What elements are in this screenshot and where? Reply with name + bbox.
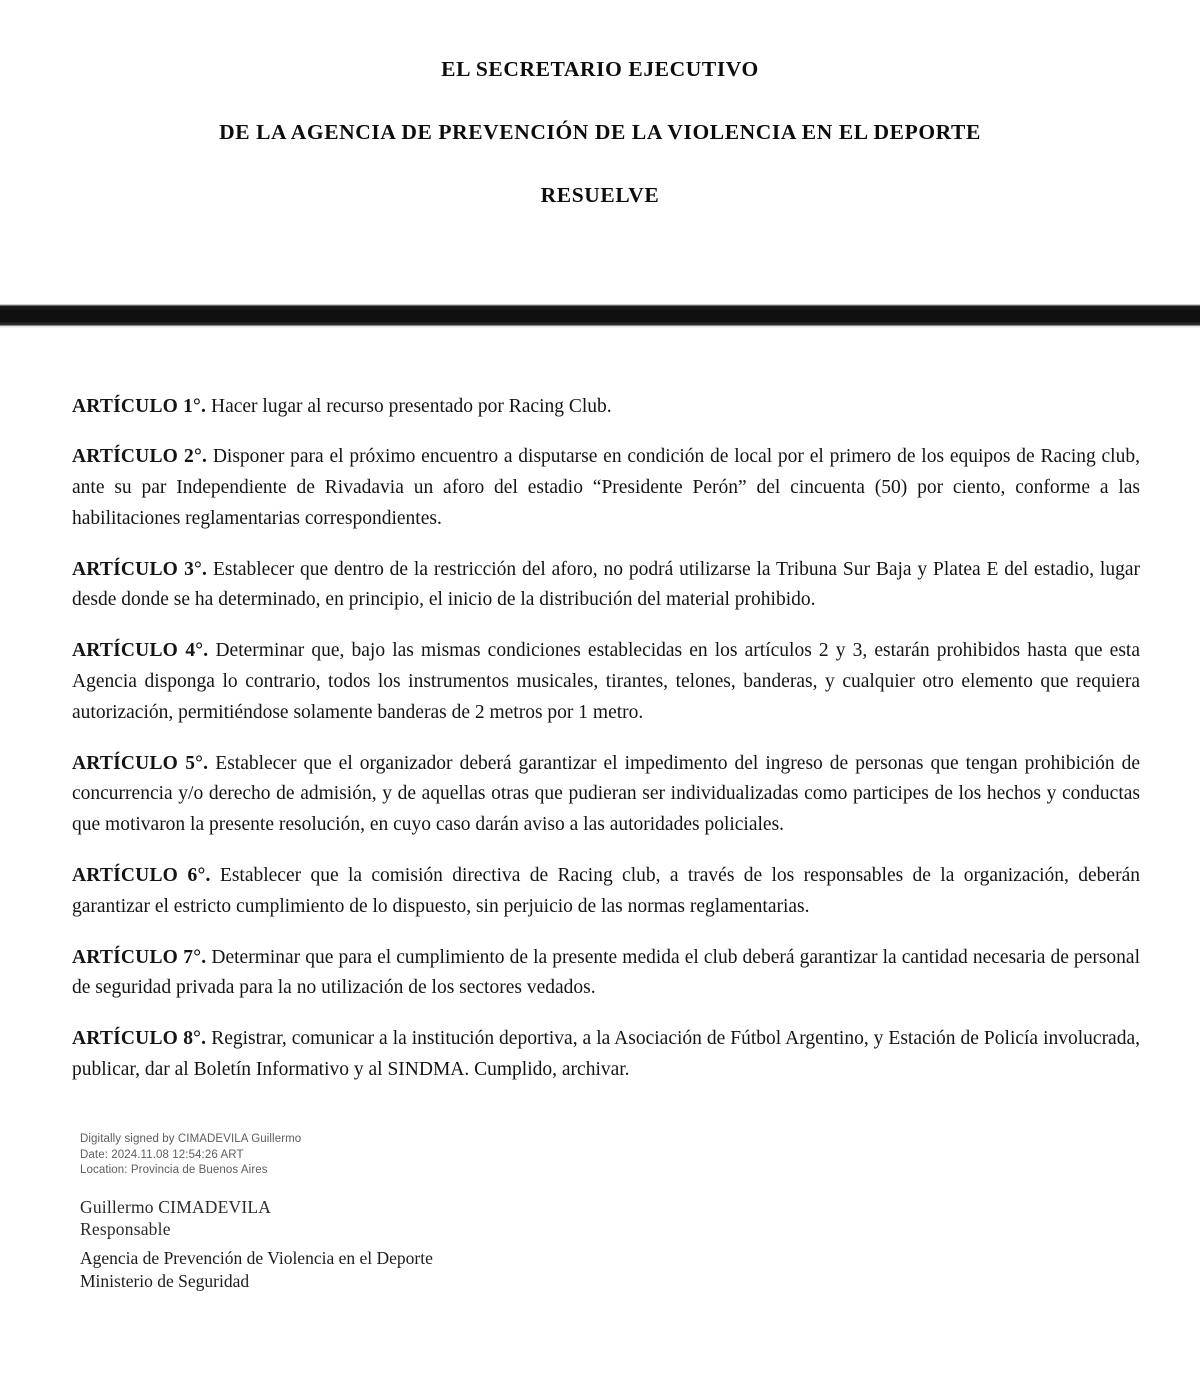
article-8-label: ARTÍCULO 8°. [72, 1028, 207, 1050]
signature-date: Date: 2024.11.08 12:54:26 ART [80, 1148, 244, 1161]
article-3-text: Establecer que dentro de la restricción del aforo, no podrá utilizarse la Tribuna Sur Baja y Platea E del estadio, lugar desde donde se ha determinado, en principio, el inicio de la distribución del material prohibido. [72, 558, 1140, 611]
article-5-label: ARTÍCULO 5°. [72, 752, 209, 774]
signer-role-text: Responsable [80, 1218, 171, 1239]
document-heading [0, 0, 1200, 209]
scan-artifact-band [0, 304, 1200, 328]
article-4-label: ARTÍCULO 4°. [72, 640, 209, 662]
article-4 [72, 636, 1140, 728]
signature-location: Location: Provincia de Buenos Aires [80, 1164, 268, 1177]
article-1-text: Hacer lugar al recurso presentado por Racing Club. [206, 395, 612, 417]
article-6 [72, 861, 1140, 923]
article-3-label: ARTÍCULO 3°. [72, 558, 208, 580]
article-1 [72, 392, 1140, 423]
signer-name-text: Guillermo CIMADEVILA [80, 1196, 272, 1217]
article-1-label: ARTÍCULO 1°. [72, 395, 207, 417]
organization-ministry: Ministerio de Seguridad [80, 1270, 250, 1291]
article-5 [72, 749, 1140, 841]
signer-identity-clipped [80, 1196, 580, 1239]
signer-organization [80, 1247, 580, 1294]
article-7 [72, 943, 1140, 1005]
signature-signed-by: Digitally signed by CIMADEVILA Guillermo [80, 1133, 302, 1145]
signer-role-clipped [80, 1218, 580, 1239]
article-4-text: Determinar que, bajo las mismas condiciones establecidas en los artículos 2 y 3, estarán prohibidos hasta que esta Agencia disponga lo contrario, todos los instrumentos musicales, tirantes, telones, banderas, y cualquier otro elemento que requiera autorización, permitiéndose solamente banderas de 2 metros por 1 metro. [72, 640, 1140, 723]
article-3 [72, 555, 1140, 617]
article-7-text: Determinar que para el cumplimiento de la presente medida el club deberá garantizar la cantidad necesaria de personal de seguridad privada para la no utilización de los sectores vedados. [72, 946, 1140, 999]
organization-agency: Agencia de Prevención de Violencia en el Deporte [80, 1247, 433, 1268]
heading-line-resuelve: RESUELVE [540, 182, 660, 207]
article-5-text: Establecer que el organizador deberá garantizar el impedimento del ingreso de personas que tengan prohibición de concurrencia y/o derecho de admisión, y de aquellas otras que pudieran ser individualizadas como participes de los hechos y conductas que motivaron la presente resolución, en cuyo caso darán aviso a las autoridades policiales. [72, 752, 1140, 836]
article-8-text: Registrar, comunicar a la institución deportiva, a la Asociación de Fútbol Argentino, y Estación de Policía involucrada, publicar, dar al Boletín Informativo y al SINDMA. Cumplido, archivar. [72, 1028, 1140, 1081]
article-2-label: ARTÍCULO 2°. [72, 446, 208, 468]
article-7-label: ARTÍCULO 7°. [72, 946, 207, 968]
heading-line-agencia: DE LA AGENCIA DE PREVENCIÓN DE LA VIOLENCIA EN EL DEPORTE [219, 119, 981, 144]
article-6-label: ARTÍCULO 6°. [72, 865, 211, 887]
digital-signature-stamp [80, 1132, 580, 1179]
article-2 [72, 442, 1140, 534]
article-6-text: Establecer que la comisión directiva de Racing club, a través de los responsables de la organización, deberán garantizar el estricto cumplimiento de lo dispuesto, sin perjuicio de las normas reglamentarias. [72, 865, 1140, 917]
heading-line-secretario: EL SECRETARIO EJECUTIVO [441, 57, 759, 81]
article-2-text: Disponer para el próximo encuentro a disputarse en condición de local por el primero de los equipos de Racing club, ante su par Independiente de Rivadavia un aforo del estadio “Presidente Perón” del cincuenta (50) por ciento, conforme a las habilitaciones reglamentarias correspondientes. [72, 446, 1140, 529]
article-8 [72, 1024, 1140, 1086]
signature-block [80, 1132, 580, 1293]
signer-name-clipped [80, 1196, 580, 1217]
articles-container [72, 372, 1140, 1086]
